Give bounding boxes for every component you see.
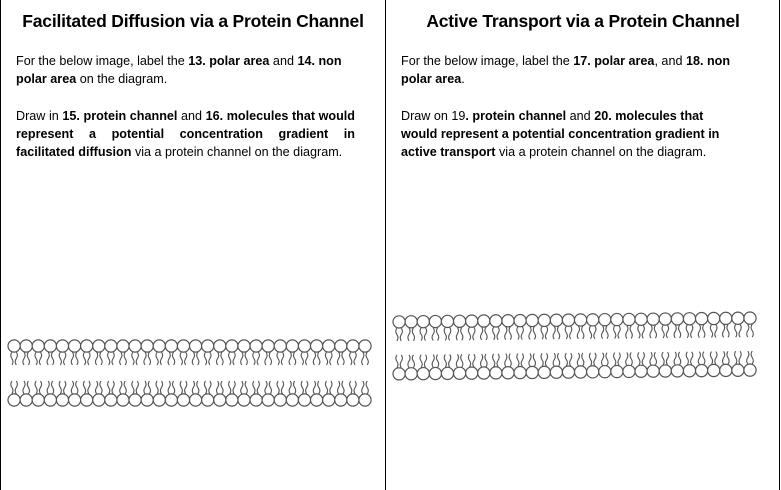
phospholipid [117, 381, 129, 406]
phospholipid [514, 315, 526, 340]
phospholipid [44, 381, 56, 406]
instruction-text: . [461, 72, 465, 86]
phospholipid [274, 381, 286, 406]
phospholipid [635, 313, 647, 338]
phospholipid [81, 381, 93, 406]
phospholipid [683, 313, 695, 338]
instruction-text: For the below image, label the [16, 54, 189, 68]
phospholipid [550, 353, 562, 378]
phospholipid [562, 314, 574, 339]
phospholipid [226, 381, 238, 406]
phospholipid [575, 353, 587, 378]
phospholipid [708, 312, 720, 337]
phospholipid [429, 315, 441, 340]
phospholipid [335, 340, 347, 365]
phospholipid [274, 340, 286, 365]
phospholipid [20, 340, 32, 365]
phospholipid [659, 352, 671, 377]
draw-instructions [16, 107, 355, 161]
phospholipid [69, 340, 81, 365]
phospholipid [347, 340, 359, 365]
phospholipid [575, 314, 587, 339]
instruction-text: For the below image, label the [401, 54, 574, 68]
phospholipid [417, 355, 429, 380]
phospholipid [93, 381, 105, 406]
phospholipid [502, 354, 514, 379]
phospholipid [347, 381, 359, 406]
molecules-item: 16. molecules that would represent a potential concentration gradient in facilitated diffusion [16, 109, 356, 159]
phospholipid [744, 312, 756, 337]
instruction-text: and [177, 109, 206, 123]
phospholipid [81, 340, 93, 365]
phospholipid [214, 381, 226, 406]
phospholipid [454, 315, 466, 340]
phospholipid [659, 313, 671, 338]
polar-area-label-item: 13. polar area [188, 54, 270, 68]
active-transport-panel [386, 0, 780, 490]
phospholipid [732, 351, 744, 376]
label-instructions [401, 52, 736, 88]
phospholipid [105, 340, 117, 365]
phospholipid [671, 313, 683, 338]
phospholipid [611, 353, 623, 378]
phospholipid [20, 381, 32, 406]
phospholipid [262, 381, 274, 406]
phospholipid [286, 340, 298, 365]
phospholipid [202, 340, 214, 365]
phospholipid [429, 355, 441, 380]
phospholipid [502, 315, 514, 340]
phospholipid [538, 353, 550, 378]
phospholipid [250, 340, 262, 365]
instruction-text: and [269, 54, 298, 68]
phospholipid [587, 314, 599, 339]
phospholipid [177, 340, 189, 365]
phospholipid [298, 340, 310, 365]
phospholipid [478, 315, 490, 340]
panel-title: Active Transport via a Protein Channel [426, 11, 740, 31]
phospholipid [214, 340, 226, 365]
molecules-item: 20. molecules that would represent a potential concentration gradient in active transport [401, 109, 720, 159]
phospholipid [623, 352, 635, 377]
phospholipid [720, 312, 732, 337]
phospholipid [311, 340, 323, 365]
phospholipid [311, 381, 323, 406]
phospholipid [298, 381, 310, 406]
phospholipid [153, 381, 165, 406]
phospholipid [56, 381, 68, 406]
instruction-text: and [566, 109, 595, 123]
phospholipid [466, 315, 478, 340]
phospholipid [323, 340, 335, 365]
phospholipid [359, 381, 371, 406]
phospholipid [129, 381, 141, 406]
phospholipid [550, 314, 562, 339]
phospholipid [454, 354, 466, 379]
phospholipid [417, 316, 429, 341]
phospholipid [141, 381, 153, 406]
phospholipid [165, 381, 177, 406]
phospholipid [526, 353, 538, 378]
instruction-text: , and [654, 54, 686, 68]
phospholipid [671, 352, 683, 377]
phospholipid [611, 313, 623, 338]
instruction-text: Draw in [16, 109, 63, 123]
phospholipid [226, 340, 238, 365]
phospholipid [708, 352, 720, 377]
phospholipid [8, 340, 20, 365]
phospholipid [262, 340, 274, 365]
facilitated-diffusion-panel [1, 0, 385, 490]
lipid-bilayer-diagram[interactable] [392, 306, 760, 390]
phospholipid [696, 352, 708, 377]
phospholipid [526, 314, 538, 339]
protein-channel-item: 15. protein channel [62, 109, 178, 123]
phospholipid [599, 353, 611, 378]
instruction-text: on the diagram. [76, 72, 168, 86]
phospholipid [117, 340, 129, 365]
phospholipid [32, 381, 44, 406]
phospholipid [190, 340, 202, 365]
phospholipid [129, 340, 141, 365]
phospholipid [744, 351, 756, 376]
phospholipid [647, 352, 659, 377]
phospholipid [153, 340, 165, 365]
lipid-bilayer-diagram[interactable] [7, 333, 377, 413]
phospholipid [44, 340, 56, 365]
phospholipid [405, 355, 417, 380]
phospholipid [599, 314, 611, 339]
phospholipid [69, 381, 81, 406]
phospholipid [165, 340, 177, 365]
non-polar-area-label-item: 18. non polar area [401, 54, 731, 86]
phospholipid [286, 381, 298, 406]
phospholipid [393, 316, 405, 341]
label-instructions [16, 52, 355, 88]
draw-instructions [401, 107, 736, 161]
phospholipid [56, 340, 68, 365]
phospholipid [441, 354, 453, 379]
phospholipid [359, 340, 371, 365]
phospholipid [647, 313, 659, 338]
phospholipid [177, 381, 189, 406]
phospholipid [587, 353, 599, 378]
phospholipid [335, 381, 347, 406]
phospholipid [202, 381, 214, 406]
phospholipid [93, 340, 105, 365]
phospholipid [466, 354, 478, 379]
phospholipid [696, 313, 708, 338]
phospholipid [405, 316, 417, 341]
non-polar-area-label-item: 14. non polar area [16, 54, 342, 86]
phospholipid [105, 381, 117, 406]
instruction-text: Draw on 19 [401, 109, 466, 123]
panel-title: Facilitated Diffusion via a Protein Channel [22, 11, 364, 31]
phospholipid [562, 353, 574, 378]
phospholipid [393, 355, 405, 380]
phospholipid [478, 354, 490, 379]
phospholipid [32, 340, 44, 365]
phospholipid [683, 352, 695, 377]
phospholipid [323, 381, 335, 406]
phospholipid [441, 315, 453, 340]
phospholipid [514, 354, 526, 379]
phospholipid [238, 381, 250, 406]
phospholipid [490, 315, 502, 340]
phospholipid [623, 313, 635, 338]
phospholipid [238, 340, 250, 365]
phospholipid [732, 312, 744, 337]
phospholipid [250, 381, 262, 406]
polar-area-label-item: 17. polar area [573, 54, 655, 68]
phospholipid [190, 381, 202, 406]
phospholipid [490, 354, 502, 379]
phospholipid [141, 340, 153, 365]
instruction-text: via a protein channel on the diagram. [131, 145, 343, 159]
phospholipid [720, 351, 732, 376]
protein-channel-item: . protein channel [465, 109, 567, 123]
phospholipid [8, 381, 20, 406]
instruction-text: via a protein channel on the diagram. [495, 145, 707, 159]
phospholipid [538, 314, 550, 339]
phospholipid [635, 352, 647, 377]
